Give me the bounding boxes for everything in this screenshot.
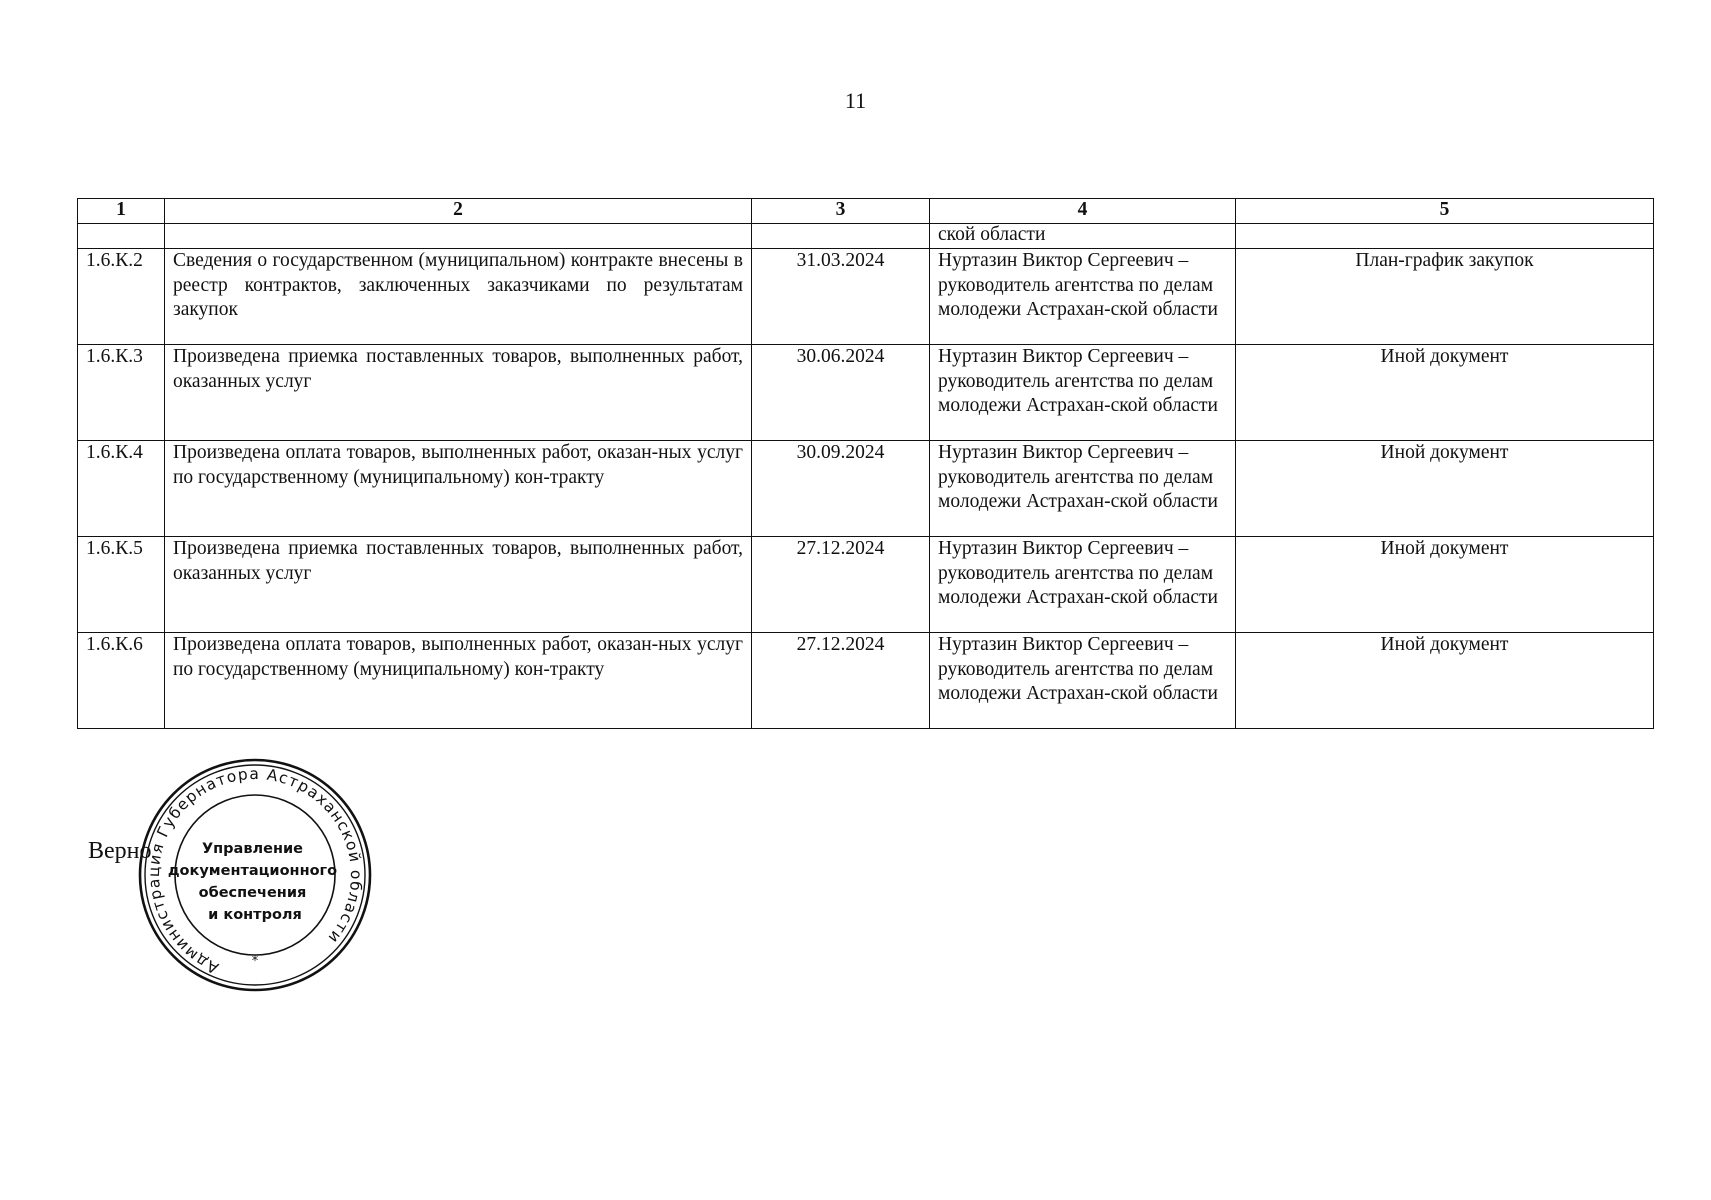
- cell-num: 1.6.К.3: [78, 345, 165, 441]
- cell-description: Произведена оплата товаров, выполненных работ, оказан-ных услуг по государственному (муниципальному) кон-тракту: [165, 633, 752, 729]
- cell-document: Иной документ: [1236, 537, 1654, 633]
- column-header-1: 1: [78, 199, 165, 224]
- cell-description: Произведена оплата товаров, выполненных работ, оказан-ных услуг по государственному (муниципальному) кон-тракту: [165, 441, 752, 537]
- cell-responsible: Нуртазин Виктор Сергеевич – руководитель агентства по делам молодежи Астрахан-ской области: [930, 537, 1236, 633]
- certification-label: Верно: [88, 838, 152, 864]
- cell-document: [1236, 224, 1654, 249]
- cell-responsible: Нуртазин Виктор Сергеевич – руководитель агентства по делам молодежи Астрахан-ской области: [930, 633, 1236, 729]
- column-header-5: 5: [1236, 199, 1654, 224]
- cell-date: 27.12.2024: [752, 633, 930, 729]
- cell-date: 31.03.2024: [752, 249, 930, 345]
- control-points-table: [77, 198, 1654, 729]
- cell-document: Иной документ: [1236, 633, 1654, 729]
- cell-num: 1.6.К.4: [78, 441, 165, 537]
- header-row: [78, 199, 1654, 224]
- cell-description: Сведения о государственном (муниципальном) контракте внесены в реестр контрактов, заключенных заказчиками по результатам закупок: [165, 249, 752, 345]
- table-row: [78, 441, 1654, 537]
- cell-document: План-график закупок: [1236, 249, 1654, 345]
- official-stamp: [137, 757, 373, 993]
- cell-document: Иной документ: [1236, 441, 1654, 537]
- stamp-line-2: документационного: [167, 863, 338, 879]
- cell-num: [78, 224, 165, 249]
- stamp-line-4: и контроля: [208, 907, 302, 923]
- table-row: [78, 249, 1654, 345]
- stamp-line-1: Управление: [201, 841, 303, 857]
- cell-date: 30.09.2024: [752, 441, 930, 537]
- cell-responsible: Нуртазин Виктор Сергеевич – руководитель агентства по делам молодежи Астрахан-ской области: [930, 249, 1236, 345]
- table-row: [78, 633, 1654, 729]
- column-header-3: 3: [752, 199, 930, 224]
- column-header-4: 4: [930, 199, 1236, 224]
- cell-document: Иной документ: [1236, 345, 1654, 441]
- stamp-line-3: обеспечения: [198, 885, 307, 901]
- stamp-ring-text: Администрация Губернатора Астраханской области: [144, 764, 366, 978]
- cell-date: 27.12.2024: [752, 537, 930, 633]
- table-row: [78, 537, 1654, 633]
- cell-responsible: Нуртазин Виктор Сергеевич – руководитель агентства по делам молодежи Астрахан-ской области: [930, 345, 1236, 441]
- cell-num: 1.6.К.6: [78, 633, 165, 729]
- table-row: [78, 345, 1654, 441]
- column-header-2: 2: [165, 199, 752, 224]
- cell-description: [165, 224, 752, 249]
- cell-date: 30.06.2024: [752, 345, 930, 441]
- page-number: 11: [844, 88, 867, 113]
- cell-description: Произведена приемка поставленных товаров, выполненных работ, оказанных услуг: [165, 345, 752, 441]
- cell-responsible: ской области: [930, 224, 1236, 249]
- star-icon: *: [251, 954, 259, 969]
- cell-date: [752, 224, 930, 249]
- cell-description: Произведена приемка поставленных товаров, выполненных работ, оказанных услуг: [165, 537, 752, 633]
- cell-responsible: Нуртазин Виктор Сергеевич – руководитель агентства по делам молодежи Астрахан-ской области: [930, 441, 1236, 537]
- stamp-center-text: [168, 841, 342, 923]
- continuation-row: [78, 224, 1654, 249]
- cell-num: 1.6.К.2: [78, 249, 165, 345]
- cell-num: 1.6.К.5: [78, 537, 165, 633]
